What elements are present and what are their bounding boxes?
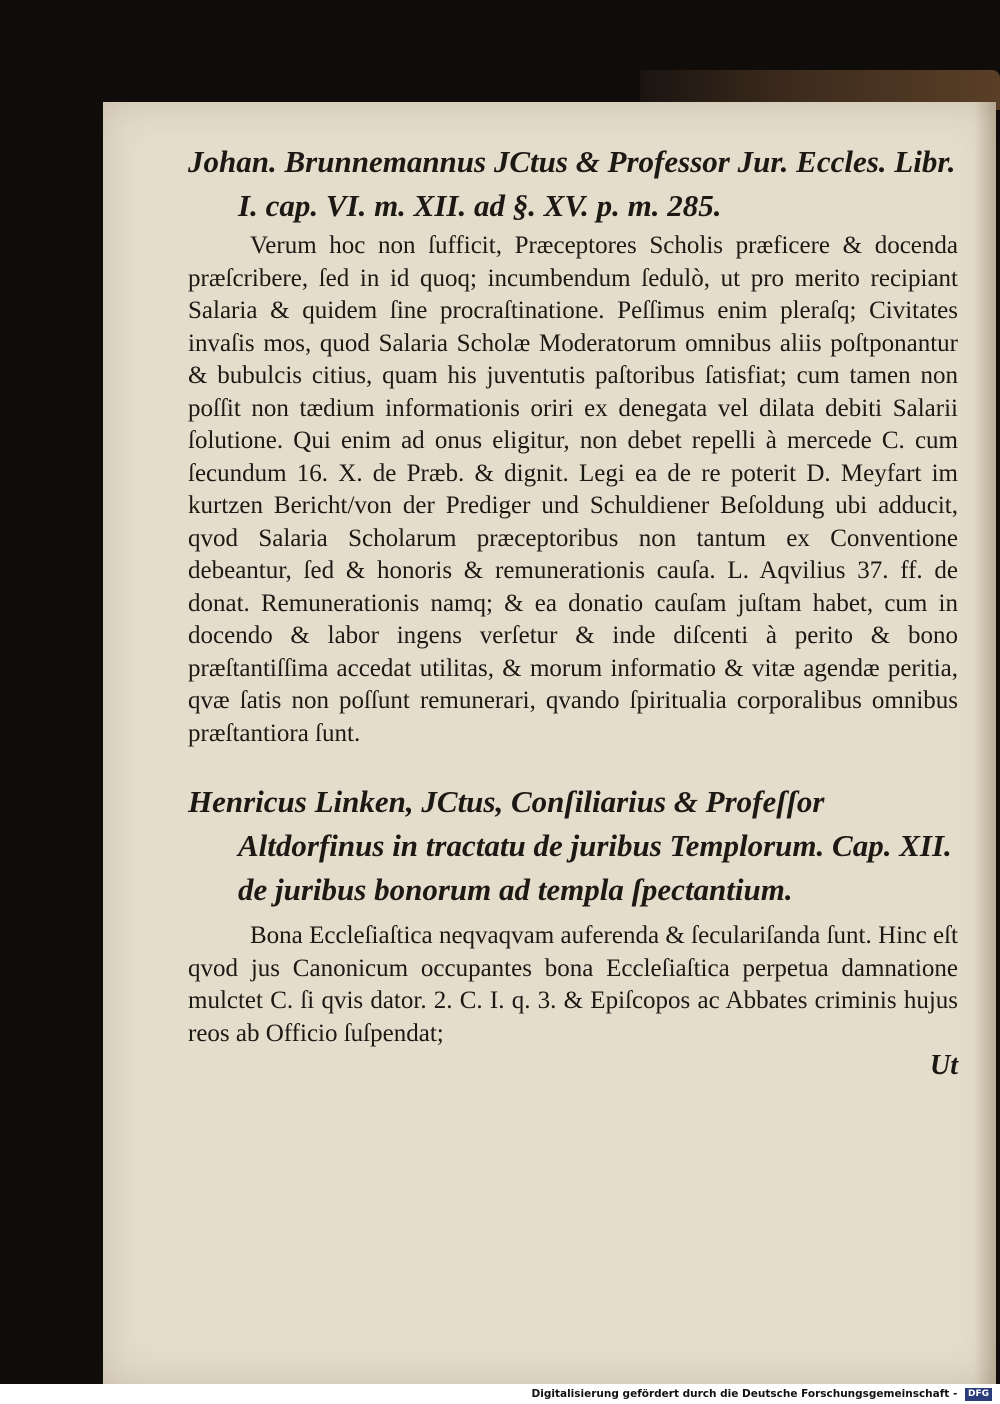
- catchword: Ut: [930, 1050, 958, 1081]
- dfg-logo: DFG: [965, 1388, 992, 1401]
- citation-heading-2: Henricus Linken, JCtus, Conſiliarius & Profeſſor Altdorfinus in tractatu de juribus Templorum. Cap. XII. de juribus bonorum ad templa ſpectantium.: [188, 784, 952, 907]
- citation-heading-1: Johan. Brunnemannus JCtus & Professor Jur. Eccles. Libr. I. cap. VI. m. XII. ad §. XV. p. m. 285.: [188, 144, 956, 223]
- footer-credit: Digitalisierung gefördert durch die Deutsche Forschungsgemeinschaft -: [531, 1388, 958, 1400]
- paragraph-2: Bona Eccleſiaſtica neqvaqvam auferenda & ſeculariſanda ſunt. Hinc eſt qvod jus Canonicum occupantes bona Eccleſiaſtica perpetua damnatione mulctet C. ſi qvis dator. 2. C. I. q. 3. & Epiſcopos ac Abbates criminis hujus reos ab Officio ſuſpendat;: [188, 922, 958, 1047]
- page-shadow: [974, 102, 996, 1384]
- footer-bar: [0, 1384, 1000, 1404]
- page-text: [188, 140, 958, 1082]
- document-page: [103, 102, 996, 1384]
- paragraph-1: Verum hoc non ſufficit, Præceptores Scholis præficere & docenda præſcribere, ſed in id quoq; incumbendum ſedulò, ut pro merito recipiant Salaria & quidem ſine procraſtinatione. Peſſimus enim pleraſq; Civitates invaſis mos, quod Salaria Scholæ Moderatorum omnibus aliis poſtponantur & bubulcis citius, quam his juventutis paſtoribus ſatisfiat; cum tamen non poſſit non tædium informationis oriri ex denegata vel dilata debiti Salarii ſolutione. Qui enim ad onus eligitur, non debet repelli à mercede C. cum ſecundum 16. X. de Præb. & dignit. Legi ea de re poterit D. Meyfart im kurtzen Bericht/von der Prediger und Schuldiener Beſoldung ubi adducit, qvod Salaria Scholarum præceptoribus non tantum ex Conventione debeantur, ſed & honoris & remunerationis cauſa. L. Aqvilius 37. ff. de donat. Remunerationis namq; & ea donatio cauſam juſtam habet, cum in docendo & labor ingens verſetur & inde diſcenti à perito & bono præſtantiſſima accedat utilitas, & morum informatio & vitæ agendæ peritia, qvæ ſatis non poſſunt remunerari, qvando ſpiritualia corporalibus omnibus præſtantiora ſunt.: [188, 232, 958, 747]
